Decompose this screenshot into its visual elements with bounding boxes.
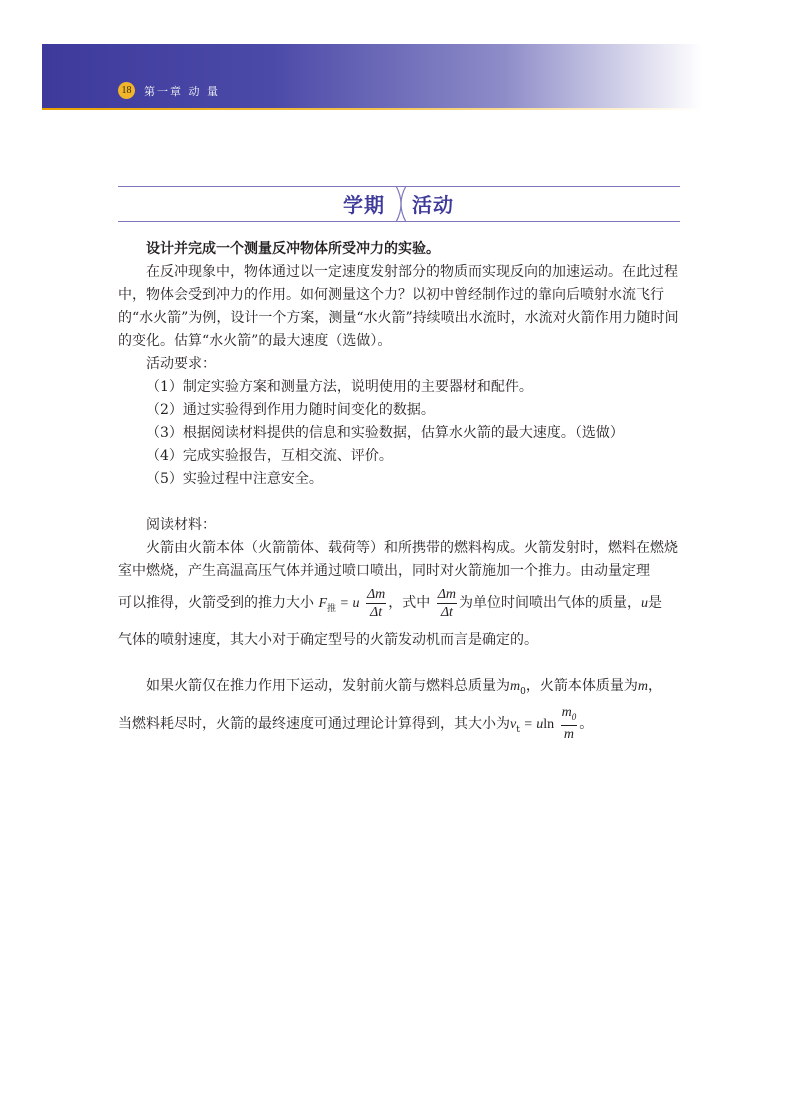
requirement-item: （2）通过实验得到作用力随时间变化的数据。	[146, 402, 435, 418]
activity-title-banner	[118, 186, 680, 222]
activity-title-part2: 活动	[412, 193, 454, 217]
activity-lead: 设计并完成一个测量反冲物体所受冲力的实验。	[146, 241, 440, 257]
reading-paragraph-1: 火箭由火箭本体（火箭箭体、载荷等）和所携带的燃料构成。火箭发射时，燃料在燃烧室中燃烧，产生高温高压气体并通过喷口喷出，同时对火箭施加一个推力。由动量定理	[118, 540, 678, 579]
header-band	[42, 44, 702, 108]
requirement-item: （3）根据阅读材料提供的信息和实验数据，估算水火箭的最大速度。（选做）	[146, 425, 624, 441]
chapter-title: 第一章 动 量	[144, 85, 220, 98]
page-number: 18	[118, 82, 135, 99]
requirement-item: （1）制定实验方案和测量方法，说明使用的主要器材和配件。	[146, 379, 533, 395]
activity-title-part1: 学期	[343, 193, 385, 217]
reading-label: 阅读材料：	[146, 517, 216, 533]
mass-ratio-fraction: $\frac{m_0}{m}$	[561, 704, 577, 743]
requirements-label: 活动要求：	[146, 356, 216, 372]
header-accent-line	[42, 108, 702, 110]
reading-paragraph-5: 当燃料耗尽时，火箭的最终速度可通过理论计算得到，其大小为$v_t = uln$ $\frac{m_0}{m}$ 。	[118, 704, 594, 743]
reading-paragraph-4: 如果火箭仅在推力作用下运动，发射前火箭与燃料总质量为$m_0$，火箭本体质量为m，	[146, 677, 662, 697]
thrust-symbol: F	[318, 596, 328, 611]
requirement-item: （5）实验过程中注意安全。	[146, 471, 323, 487]
mass-rate-fraction: $\frac{\Delta m}{\Delta t}$	[366, 586, 386, 620]
intro-paragraph: 在反冲现象中，物体通过以一定速度发射部分的物质而实现反向的加速运动。在此过程中，物体会受到冲力的作用。如何测量这个力？以初中曾经制作过的靠向后喷射水流飞行的“水火箭”为例，设计一个方案，测量“水火箭”持续喷出水流时，水流对火箭作用力随时间的变化。估算“水火箭”的最大速度（选做）。	[118, 264, 679, 349]
requirement-item: （4）完成实验报告，互相交流、评价。	[146, 448, 393, 464]
bracket-divider-icon	[394, 184, 408, 224]
main-content	[118, 238, 688, 749]
mass-rate-fraction: $\frac{\Delta m}{\Delta t}$	[437, 586, 457, 620]
reading-paragraph-2: 可以推得，火箭受到的推力大小 $F_推 = u$ $\frac{\Delta m}{\Delta t}$ ，式中 $\frac{\Delta m}{\Delta t}$ 为单位时间喷出气体的质量，u是	[118, 586, 663, 620]
reading-paragraph-3: 气体的喷射速度，其大小对于确定型号的火箭发动机而言是确定的。	[118, 631, 538, 648]
